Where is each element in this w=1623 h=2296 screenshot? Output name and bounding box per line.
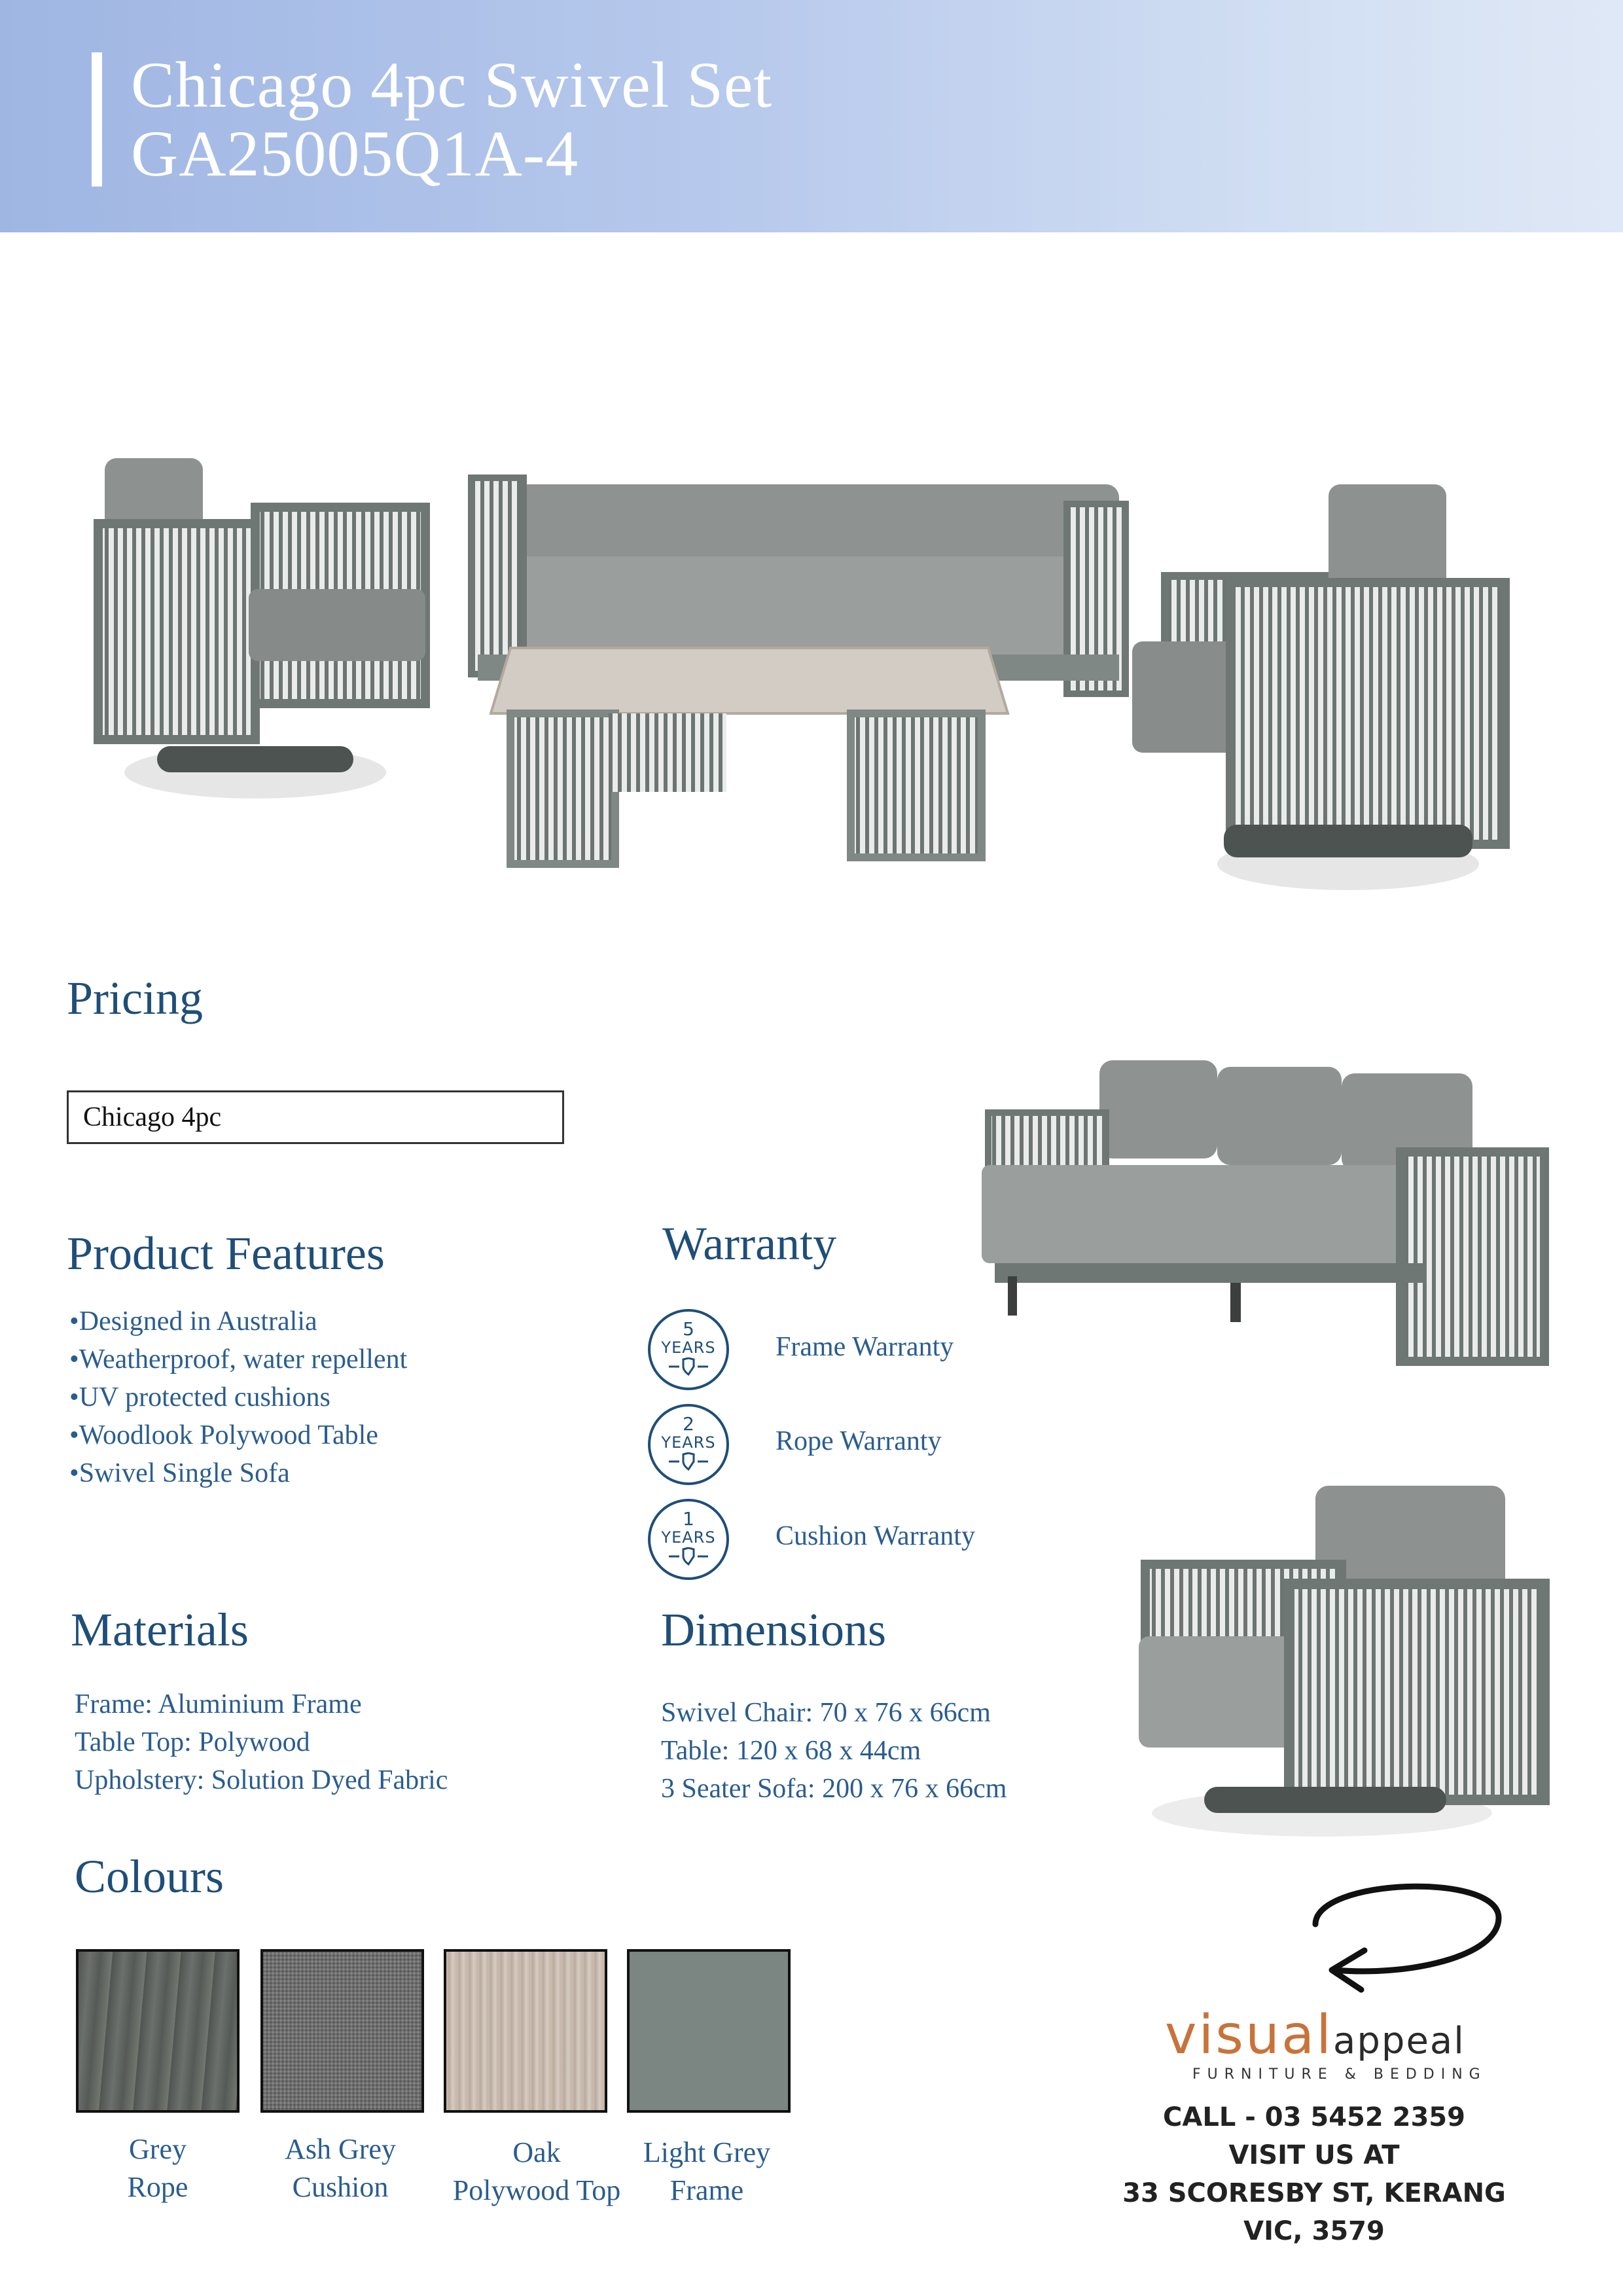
list-item: • Swivel Single Sofa — [69, 1454, 407, 1492]
swatch-ash-grey-cushion — [260, 1949, 424, 2113]
brand-logo: visualappeal — [1165, 2004, 1465, 2066]
warranty-label: Cushion Warranty — [776, 1521, 975, 1551]
colours-heading: Colours — [75, 1850, 224, 1903]
materials-frame: Frame: Aluminium Frame — [75, 1689, 362, 1719]
list-item: • Weatherproof, water repellent — [69, 1340, 407, 1378]
product-title: Chicago 4pc Swivel Set — [131, 48, 773, 121]
pricing-item: Chicago 4pc — [67, 1090, 564, 1144]
swivel-chair-image — [1132, 1479, 1564, 1846]
brand-tagline: FURNITURE & BEDDING — [1192, 2066, 1487, 2083]
shield-icon — [669, 1547, 708, 1566]
swatch-label: Light Grey Frame — [643, 2136, 771, 2206]
swatch-light-grey-frame — [627, 1949, 791, 2113]
sofa-image — [982, 1054, 1558, 1394]
contact-visit: VISIT US AT — [1228, 2140, 1400, 2170]
warranty-label: Rope Warranty — [776, 1426, 942, 1456]
warranty-heading: Warranty — [662, 1217, 837, 1270]
dimensions-chair: Swivel Chair: 70 x 76 x 66cm — [661, 1698, 991, 1728]
list-item: • Woodlook Polywood Table — [69, 1416, 407, 1454]
contact-street: 33 SCORESBY ST, KERANG — [1122, 2178, 1506, 2208]
swatch-label: Grey Rope — [127, 2133, 188, 2203]
materials-heading: Materials — [71, 1604, 249, 1656]
dimensions-table: Table: 120 x 68 x 44cm — [661, 1736, 921, 1766]
swatch-oak-polywood-top — [444, 1949, 607, 2113]
list-item: • Designed in Australia — [69, 1302, 407, 1340]
shield-icon — [669, 1357, 708, 1376]
materials-table-top: Table Top: Polywood — [75, 1727, 310, 1757]
dimensions-heading: Dimensions — [661, 1604, 887, 1656]
swatch-grey-rope — [76, 1949, 240, 2113]
swatch-label: Oak Polywood Top — [452, 2136, 621, 2206]
set-hero-image — [85, 406, 1544, 903]
contact-suburb: VIC, 3579 — [1243, 2216, 1385, 2246]
warranty-label: Frame Warranty — [776, 1332, 954, 1362]
pricing-heading: Pricing — [67, 972, 203, 1024]
features-list — [69, 1302, 407, 1492]
shield-icon — [669, 1452, 708, 1471]
features-heading: Product Features — [67, 1227, 385, 1280]
contact-block — [1085, 2098, 1543, 2250]
swatch-label: Ash Grey Cushion — [285, 2133, 396, 2203]
rotation-arrow-icon — [1302, 1865, 1512, 1996]
contact-phone: CALL - 03 5452 2359 — [1163, 2102, 1465, 2132]
dimensions-sofa: 3 Seater Sofa: 200 x 76 x 66cm — [661, 1774, 1007, 1804]
header-accent-bar — [92, 52, 102, 187]
two-year-badge-icon: 2 YEARS — [648, 1404, 729, 1485]
five-year-badge-icon: 5 YEARS — [648, 1309, 729, 1390]
one-year-badge-icon: 1 YEARS — [648, 1499, 729, 1580]
list-item: • UV protected cushions — [69, 1378, 407, 1416]
product-sku: GA25005Q1A-4 — [131, 117, 579, 190]
materials-upholstery: Upholstery: Solution Dyed Fabric — [75, 1765, 448, 1795]
